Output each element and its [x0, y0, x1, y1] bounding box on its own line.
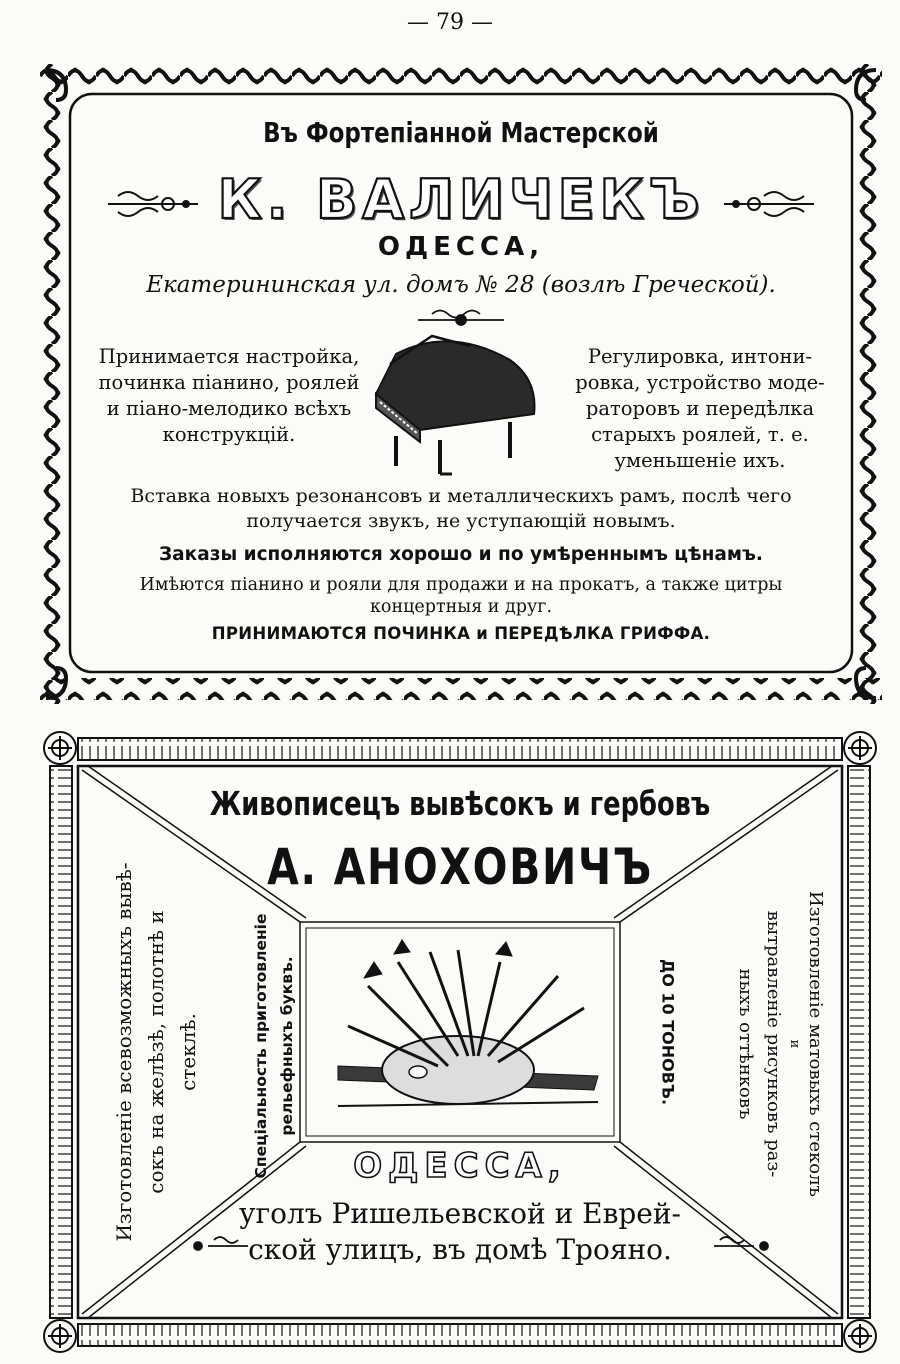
signs-services-line: стеклѣ. — [176, 1013, 200, 1091]
services-right — [560, 344, 840, 474]
orders-line: Заказы исполняются хорошо и по умѣреннымъ цѣнамъ. — [159, 544, 763, 565]
palette-brushes-icon — [338, 940, 598, 1106]
page-number: — 79 — — [407, 10, 493, 35]
services-left-line: починка піанино, роялей — [98, 371, 360, 394]
repair-line: ПРИНИМАЮТСЯ ПОЧИНКА и ПЕРЕДѢЛКА ГРИФФА. — [211, 624, 711, 643]
insertion-line: Вставка новыхъ резонансовъ и металлическихъ рамъ, послѣ чего — [130, 485, 792, 507]
sign-painter-ad — [38, 726, 882, 1358]
signs-services-line: сокъ на желѣзѣ, полотнѣ и — [144, 910, 168, 1194]
insertion-paragraph — [84, 484, 838, 534]
painter-city: ОДЕССА, — [353, 1146, 567, 1186]
glass-services-line: вытравленіе рисунковъ раз- — [763, 910, 784, 1178]
painter-name: А. АНОХОВИЧЪ — [267, 838, 653, 896]
piano-workshop-ad — [40, 64, 882, 704]
services-left-line: Принимается настройка, — [98, 345, 360, 368]
services-left — [88, 344, 370, 448]
relief-letters-line: Спеціальность приготовленіе — [252, 913, 270, 1179]
sale-line: концертныя и друг. — [369, 597, 553, 617]
signs-services-line: Изготовленіе всевозможныхъ вывѣ- — [112, 862, 136, 1242]
owner-name: К. ВАЛИЧЕКЪ — [217, 168, 705, 231]
painter-address-line: уголъ Ришельевской и Еврей- — [239, 1197, 681, 1230]
sale-line: Имѣются піанино и рояли для продажи и на прокатъ, а также цитры — [139, 575, 783, 595]
services-right-line: раторовъ и передѣлка — [585, 397, 815, 420]
glass-services-line: и — [787, 1039, 802, 1049]
services-right-line: ровка, устройство моде- — [575, 371, 825, 394]
sale-paragraph — [84, 574, 838, 618]
services-right-line: Регулировка, интони- — [587, 345, 813, 368]
services-right-line: уменьшеніе ихъ. — [614, 449, 786, 472]
relief-letters-text — [248, 914, 300, 1179]
glass-services-line: Изготовленіе матовыхъ стеколъ — [805, 891, 826, 1197]
glass-services-line: ныхъ оттѣнковъ — [735, 968, 756, 1120]
services-right-line: старыхъ роялей, т. е. — [591, 423, 809, 446]
workshop-title: Въ Фортепіанной Мастерской — [263, 116, 659, 149]
relief-letters-line: рельефныхъ буквъ. — [278, 956, 296, 1136]
address: Екатерининская ул. домъ № 28 (возлѣ Греческой). — [146, 272, 776, 298]
city: ОДЕССА, — [377, 232, 545, 262]
painter-address-line: ской улицъ, въ домѣ Трояно. — [248, 1233, 672, 1266]
painter-address — [38, 1196, 882, 1268]
services-left-line: и піано-мелодико всѣхъ — [106, 397, 352, 420]
painter-title: Живописецъ вывѣсокъ и гербовъ — [209, 784, 711, 823]
tones-text: ДО 10 ТОНОВЪ. — [658, 958, 678, 1106]
services-left-line: конструкцій. — [162, 423, 296, 446]
insertion-line: получается звукъ, не уступающій новымъ. — [246, 510, 676, 532]
